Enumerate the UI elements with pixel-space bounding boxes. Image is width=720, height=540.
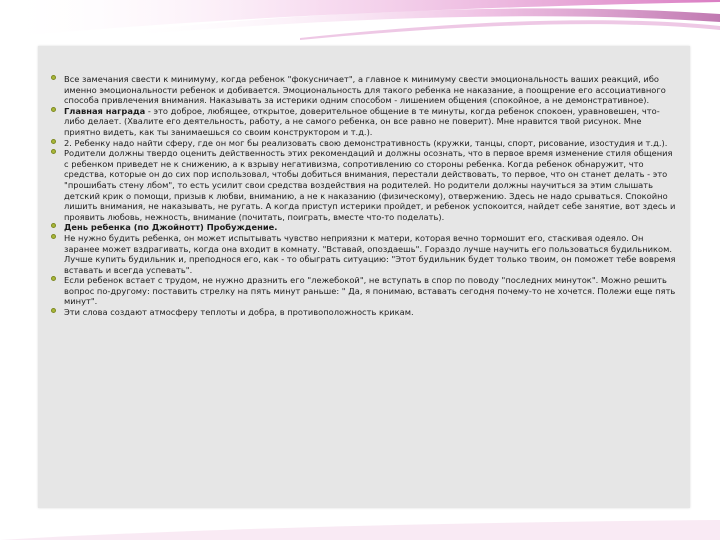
item-text: - это доброе, любящее, открытое, доверительное общение в те минуты, когда ребенок спокоен, уравновешен, что-либо делает. (Хвалите его деятельность, работу, а не самого ребенка, он все равно не поверит). Мне нравится твой рисунок. Мне приятно видеть, как ты занимаешься со своим конструктором и т.д.). (64, 105, 660, 137)
list-item (38, 307, 690, 318)
bullet-icon (51, 75, 56, 80)
bullet-icon (51, 234, 56, 239)
bullet-icon (51, 139, 56, 144)
item-text: Не нужно будить ребенка, он может испытывать чувство неприязни к матери, которая вечно тормошит его, стаскивая одеяло. Он заранее может вздрагивать, когда она входит в комнату. "Вставай, опоздаешь". Гораздо лучше научить его пользоваться будильником. Лучше купить будильник и, преподнося его, как - то обыграть ситуацию: "Этот будильник будет только твоим, он поможет тебе вовремя вставать и всегда успевать". (64, 232, 676, 275)
list-item (38, 148, 690, 222)
bullet-icon (51, 149, 56, 154)
list-item (38, 222, 690, 233)
bullet-icon (51, 223, 56, 228)
decor-wave-3 (300, 20, 720, 40)
list-item (38, 138, 690, 149)
item-text: Родители должны твердо оценить действенность этих рекомендаций и должны осознать, что в первое время изменение стиля общения с ребенком приведет не к снижению, а к взрыву негативизма, сопротивлению со стороны ребенка. Когда ребенок обнаружит, что средства, которые он до сих пор использовал, чтобы добиться внимания, перестали действовать, то первое, что он станет делать - это "прошибать стену лбом", то есть усилит свои средства воздействия на родителей. Но родители должны научиться за этим слышать детский крик о помощи, призыв к любви, вниманию, а не к наказанию (физическому), отвержению. Здесь не надо срываться. Спокойно лишить внимания, не наказывать, не ругать. А когда приступ истерики пройдет, и ребенок успокоится, найдет себе занятие, вот здесь и проявить любовь, нежность, внимание (почитать, поиграть, вместе что-то поделать). (64, 148, 676, 222)
list-item (38, 74, 690, 106)
item-text: Все замечания свести к минимуму, когда ребенок "фокусничает", а главное к минимуму свести эмоциональность ваших реакций, ибо именно эмоциональности ребенок и добивается. Эмоциональность для такого ребенка не наказание, а поощрение его ассоциативного способа привлечения внимания. Наказывать за истерики одним способом - лишением общения (спокойное, а не демонстративное). (64, 74, 666, 106)
bullet-list (38, 74, 690, 318)
bullet-icon (51, 107, 56, 112)
item-text: 2. Ребенку надо найти сферу, где он мог бы реализовать свою демонстративность (кружки, танцы, спорт, рисование, изостудия и т.д.). (64, 137, 668, 148)
item-bold-text: День ребенка (по Джойнотт) Пробуждение. (64, 222, 278, 233)
list-item (38, 275, 690, 307)
content-panel (38, 46, 690, 508)
item-text: Если ребенок встает с трудом, не нужно дразнить его "лежебокой", не вступать в спор по поводу "последних минуток". Можно решить вопрос по-другому: поставить стрелку на пять минут раньше: " Да, я понимаю, вставать сегодня почему-то не хочется. Полежи еще пять минут". (64, 275, 676, 307)
list-item (38, 233, 690, 275)
bullet-icon (51, 308, 56, 313)
item-bold-text: Главная награда (64, 105, 146, 116)
list-item (38, 106, 690, 138)
item-text: Эти слова создают атмосферу теплоты и добра, в противоположность крикам. (64, 307, 414, 318)
decor-wave-bottom (0, 520, 720, 540)
bullet-icon (51, 276, 56, 281)
